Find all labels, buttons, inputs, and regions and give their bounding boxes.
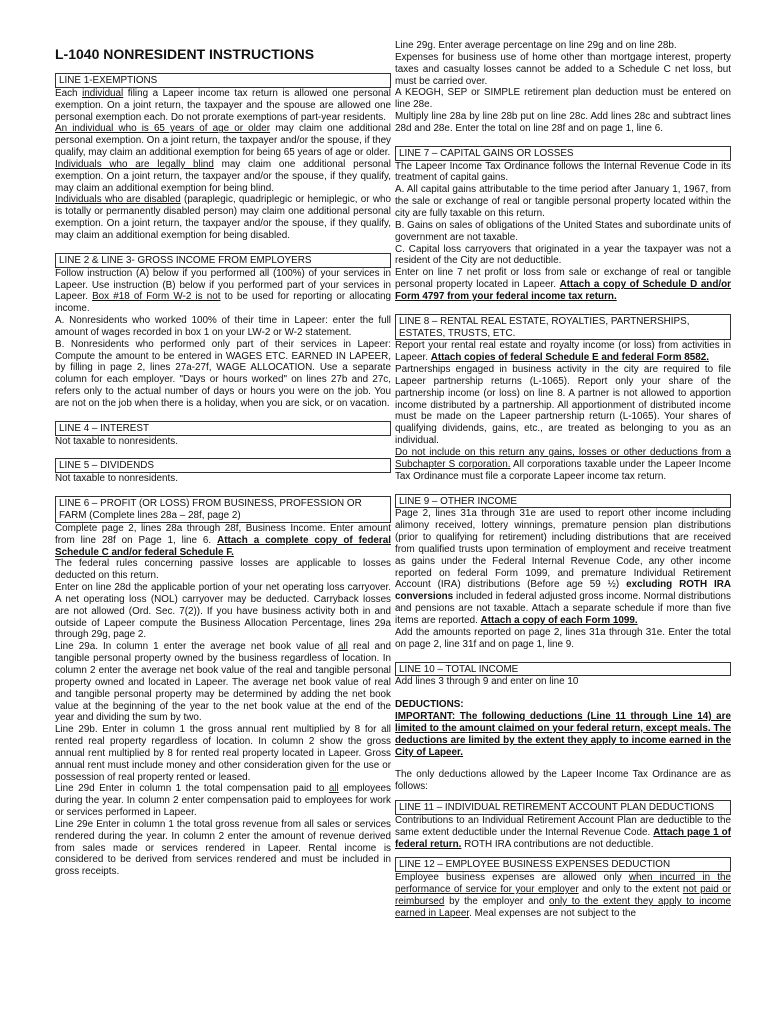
text: Each bbox=[55, 87, 83, 99]
left-column bbox=[55, 40, 391, 878]
text: Follow instruction (A) below if you performed all (100%) of your services in Lapeer. Use instruction (B) below if you performed part of your services in Lapeer. bbox=[55, 267, 391, 303]
text: ROTH IRA contributions are not deductible. bbox=[461, 838, 654, 850]
text: Line 29d Enter in column 1 the total compensation paid to bbox=[55, 783, 329, 795]
text: Employee business expenses are allowed only bbox=[395, 872, 629, 884]
text-bold-underlined: Attach page 1 of federal return. bbox=[395, 826, 731, 850]
line6-header: LINE 6 – PROFIT (OR LOSS) FROM BUSINESS, PROFESSION OR FARM (Complete lines 28a – 28f, page 2) bbox=[55, 496, 391, 523]
text: included in federal adjusted gross income. Normal distributions and pensions are not taxable. Attach a separate schedule if more than five items are reported. bbox=[395, 591, 731, 626]
text-underlined: when incurred in the performance of service for your employer bbox=[395, 872, 731, 896]
text-underlined: individual bbox=[82, 87, 124, 99]
text-bold-underlined: Attach a copy of Schedule D and/or Form 4797 from your federal income tax return. bbox=[395, 279, 731, 302]
line7-paragraph: A. All capital gains attributable to the time period after January 1, 1967, from the sale or exchange of real or tangible personal property located within the city are fully taxable on this return. bbox=[395, 184, 731, 219]
text: may claim one additional personal exemption. On a joint return, the taxpayer and/or the spouse, if they qualify, may claim an additional exemption for being 65 years of age or older. bbox=[55, 123, 391, 159]
line6-paragraph bbox=[55, 641, 391, 724]
text: (paraplegic, quadriplegic or hemiplegic, or who is totally or permanently disabled person) may claim one additional personal exemption. On a joint return, the taxpayer and/or the spouse, if they qualify, may claim an additional exemption for being disabled. bbox=[55, 194, 391, 241]
line2-paragraph: A. Nonresidents who worked 100% of their time in Lapeer: enter the full amount of wages recorded in box 1 on your LW-2 or W-2 statement. bbox=[55, 315, 391, 338]
text-underlined: Box #18 of Form W-2 is not bbox=[92, 291, 221, 303]
line7-paragraph bbox=[395, 267, 731, 303]
text-underlined: An individual who is 65 years of age or older bbox=[55, 123, 271, 135]
text: employees during the year. In column 2 enter compensation paid to employees for work or services performed in Lapeer. bbox=[55, 783, 391, 819]
text-bold-underlined: Attach a complete copy of federal Schedule C and/or federal Schedule F. bbox=[55, 534, 391, 558]
text: . Meal expenses are not subject to the bbox=[469, 907, 637, 919]
line8-paragraph bbox=[395, 447, 731, 483]
line5-body: Not taxable to nonresidents. bbox=[55, 473, 178, 485]
text: real and tangible personal property owned by the business regardless of location. In column 2 enter the average net book value of the real and tangible personal property owned and located in Lapeer. The average net book value of real and tangible personal property may be determined by adding the net book value at the beginning of the year to the net book value at the end of the year and dividing the sum by two. bbox=[55, 641, 391, 724]
line6-paragraph bbox=[55, 783, 391, 819]
line10-body: Add lines 3 through 9 and enter on line 10 bbox=[395, 676, 579, 688]
line2-header: LINE 2 & LINE 3- GROSS INCOME FROM EMPLOYERS bbox=[55, 253, 391, 268]
deductions-only: The only deductions allowed by the Lapeer Income Tax Ordinance are as follows: bbox=[395, 769, 731, 793]
line1-header: LINE 1-EXEMPTIONS bbox=[55, 73, 391, 88]
text: Report your rental real estate and royalty income (or loss) from activities in Lapeer. bbox=[395, 340, 731, 364]
line4-header: LINE 4 – INTEREST bbox=[55, 421, 391, 436]
line9-paragraph bbox=[395, 508, 731, 626]
line12-header: LINE 12 – EMPLOYEE BUSINESS EXPENSES DEDUCTION bbox=[395, 857, 731, 872]
line5-header: LINE 5 – DIVIDENDS bbox=[55, 458, 391, 473]
line9-paragraph: Add the amounts reported on page 2, lines 31a through 31e. Enter the total on page 2, line 31f and on page 1, line 9. bbox=[395, 626, 731, 650]
text-underlined: not paid or reimbursed bbox=[395, 884, 731, 907]
line10-header: LINE 10 – TOTAL INCOME bbox=[395, 662, 731, 677]
text: Line 29a. In column 1 enter the average net book value of bbox=[55, 641, 339, 653]
line9-header: LINE 9 – OTHER INCOME bbox=[395, 494, 731, 509]
text: and only to the extent bbox=[578, 884, 683, 896]
text-underlined: Do not include on this return any gains, losses or other deductions from a Subchapter S corporation. bbox=[395, 447, 731, 470]
line7-paragraph: C. Capital loss carryovers that originated in a year the taxpayer was not a resident of the City are not deductible. bbox=[395, 243, 731, 267]
line6-paragraph: The federal rules concerning passive losses are applicable to losses deducted on this return. bbox=[55, 558, 391, 582]
line8-paragraph: Partnerships engaged in business activity in the city are required to file Lapeer partnership returns (L-1065). Report only your share of the partnership income (or loss) on line 8. A partner is not allowed to apportion income distributed by a partnership. All apportionment of distributed income must be made on the Lapeer partnership return (L-1065). Your shares of qualifying dividends, gains, etc., are treated as belonging to you as an individual. bbox=[395, 364, 731, 447]
line1-paragraph bbox=[55, 194, 391, 241]
line11-header: LINE 11 – INDIVIDUAL RETIREMENT ACCOUNT PLAN DEDUCTIONS bbox=[395, 800, 731, 815]
line6-paragraph: Line 29e Enter in column 1 the total gross revenue from all sales or services rendered during the year. In column 2 enter the amount of revenue derived from sales made or services rendered in Lapeer. Rental income is considered to be derived from services rendered and must be included in gross receipts. bbox=[55, 818, 391, 878]
text: to be used for reporting or allocating income. bbox=[55, 291, 391, 315]
line6-paragraph: Line 29b. Enter in column 1 the gross annual rent multiplied by 8 for all rented real property regardless of location. In column 2 show the gross annual rent multiplied by 8 for rented real property located in Lapeer. Gross annual rent must include money and other consideration given for the use or possession of real property rented or leased. bbox=[55, 724, 391, 783]
text: may claim one additional personal exemption. On a joint return, the taxpayer and/or the spouse, if they qualify, may claim an additional exemption for being blind. bbox=[55, 158, 391, 194]
continued-paragraph: Multiply line 28a by line 28b put on line 28c. Add lines 28c and subtract lines 28d and 28e. Enter the total on line 28f and on page 1, line 6. bbox=[395, 111, 731, 134]
text: All corporations taxable under the Lapeer Income Tax Ordinance must file a corporate Lapeer income tax return. bbox=[395, 458, 732, 482]
text: Enter on line 7 net profit or loss from sale or exchange of real or tangible personal property located in Lapeer. bbox=[395, 267, 731, 291]
line2-paragraph: B. Nonresidents who performed only part of their services in Lapeer: Compute the amount to be entered in WAGES ETC. EARNED IN LAPEER, by filling in page 2, lines 27a-27f, WAGE ALLOCATION. Use a separate column for each employer. "Days or hours worked" on lines 27b and 27c, refers only to the actual number of days or hours you were on the job. You are not on the job when there is a holiday, when you are sick, or on vacation. bbox=[55, 338, 391, 409]
line12-paragraph bbox=[395, 872, 731, 919]
line11-paragraph bbox=[395, 815, 731, 851]
line4-body: Not taxable to nonresidents. bbox=[55, 435, 178, 447]
text: Complete page 2, lines 28a through 28f, Business Income. Enter amount from line 28f on Page 1, line 6. bbox=[55, 522, 391, 546]
right-column bbox=[395, 40, 731, 920]
line7-paragraph: The Lapeer Income Tax Ordinance follows the Internal Revenue Code in its treatment of capital gains. bbox=[395, 160, 731, 184]
text-bold: excluding ROTH IRA conversions bbox=[395, 579, 732, 603]
deductions-important: IMPORTANT: The following deductions (Line 11 through Line 14) are limited to the amount claimed on your federal return, except meals. The deductions are limited by the extent they apply to income earned in the City of Lapeer. bbox=[395, 711, 731, 758]
text: Contributions to an Individual Retirement Account Plan are deductible to the same extent deductible under the Internal Revenue Code. bbox=[395, 814, 731, 838]
text-underlined: all bbox=[328, 783, 339, 795]
line1-paragraph bbox=[55, 123, 391, 159]
text-underlined: only to the extent they apply to income earned in Lapeer bbox=[395, 896, 731, 919]
text: filing a Lapeer income tax return is allowed one personal exemption. On a joint return, the taxpayer and the spouse are allowed one personal exemption each. Do not prorate exemptions of part-year residents. bbox=[55, 87, 391, 123]
line2-paragraph bbox=[55, 268, 391, 315]
deductions-title: DEDUCTIONS: bbox=[395, 699, 464, 711]
continued-paragraph: Line 29g. Enter average percentage on line 29g and on line 28b. bbox=[395, 40, 677, 51]
continued-paragraph: Expenses for business use of home other than mortgage interest, property taxes and casualty losses cannot be added to a Schedule C net loss, but must be carried over. bbox=[395, 51, 731, 87]
text-underlined: all bbox=[338, 641, 348, 653]
text-underlined: Individuals who are legally blind bbox=[55, 158, 214, 170]
text: Page 2, lines 31a through 31e are used to report other income including alimony received, lottery winnings, premature pension plan distributions (prior to qualifying for retirement) including distributions that are received from qualified trusts upon termination of employment and receive treatment as gains under the Federal Internal Revenue Code, any other income reported on federal Form 1099, and premature Individual Retirement Account (IRA) distributions (Before age 59 ½) bbox=[395, 508, 731, 591]
line6-paragraph: Enter on line 28d the applicable portion of your net operating loss carryover. A net operating loss (NOL) carryover may be deducted. Carryback losses are not allowed (Ord. Sec. 7(2)). If you have business activity both in and outside of Lapeer compute the Business Allocation Percentage, lines 29a through 29g, page 2. bbox=[55, 582, 391, 641]
text-bold-underlined: Attach copies of federal Schedule E and federal Form 8582. bbox=[430, 352, 709, 364]
line8-header: LINE 8 – RENTAL REAL ESTATE, ROYALTIES, PARTNERSHIPS, ESTATES, TRUSTS, ETC. bbox=[395, 314, 731, 341]
line1-paragraph bbox=[55, 159, 391, 195]
line6-paragraph bbox=[55, 523, 391, 559]
line8-paragraph bbox=[395, 340, 731, 364]
page-title: L-1040 NONRESIDENT INSTRUCTIONS bbox=[55, 46, 315, 62]
line7-paragraph: B. Gains on sales of obligations of the United States and subordinate units of government are not taxable. bbox=[395, 219, 731, 243]
text: by the employer and bbox=[444, 896, 549, 907]
line1-paragraph bbox=[55, 88, 391, 124]
text-bold-underlined: Attach a copy of each Form 1099. bbox=[480, 614, 638, 626]
line7-header: LINE 7 – CAPITAL GAINS OR LOSSES bbox=[395, 146, 731, 161]
text-underlined: Individuals who are disabled bbox=[55, 194, 181, 206]
continued-paragraph: A KEOGH, SEP or SIMPLE retirement plan deduction must be entered on line 28e. bbox=[395, 87, 731, 111]
